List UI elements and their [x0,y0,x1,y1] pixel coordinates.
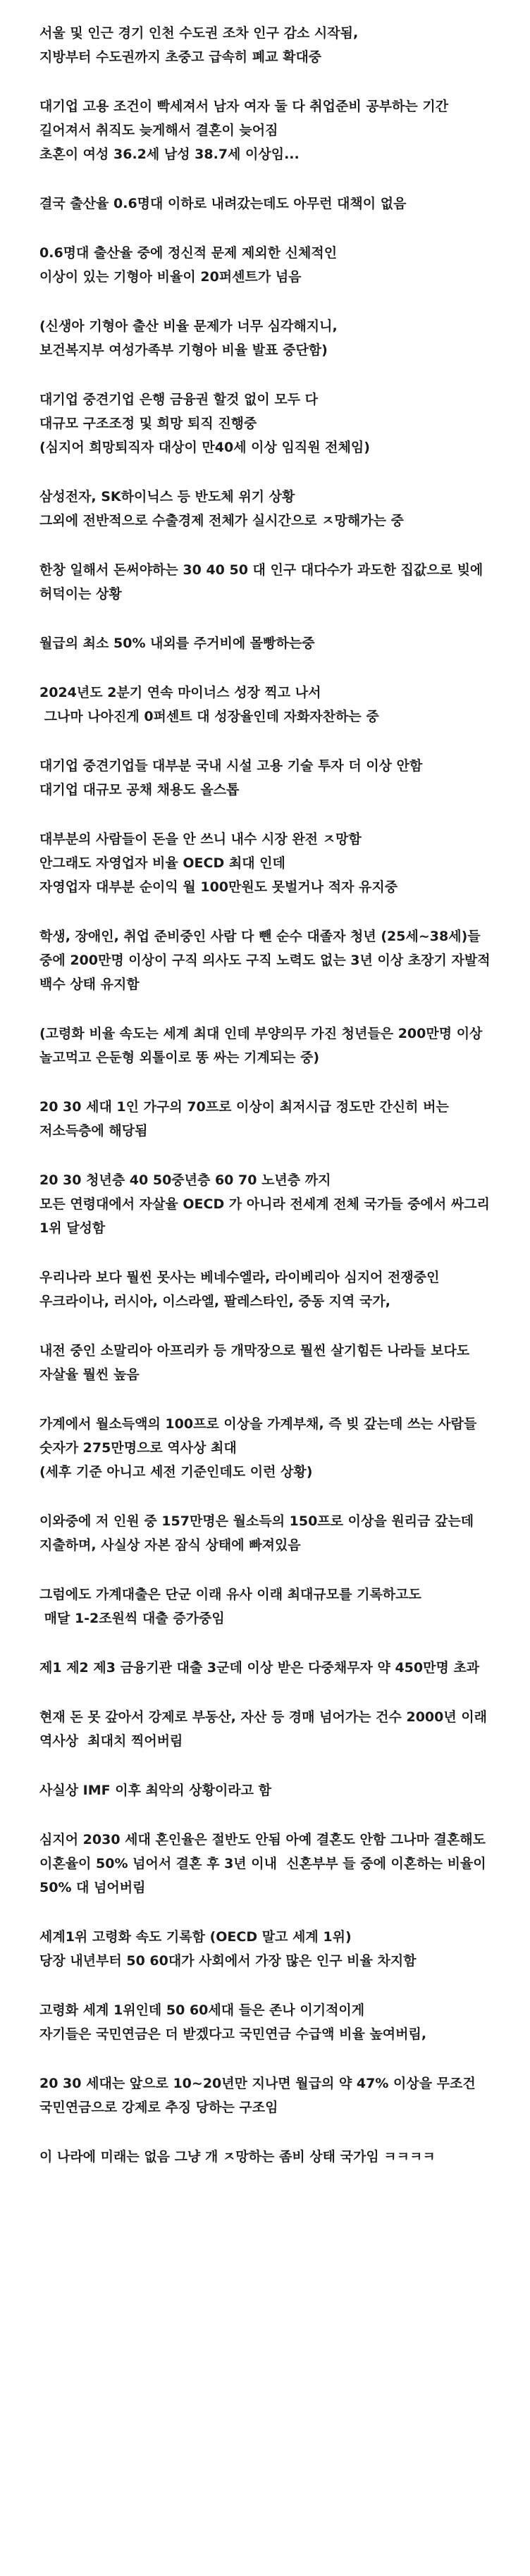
paragraph [39,241,491,289]
text-line: 한창 일해서 돈써야하는 30 40 50 대 인구 대다수가 과도한 집값으로 빚에 허덕이는 상황 [39,562,488,602]
text-line: 대규모 구조조정 및 희망 퇴직 진행중 [39,416,257,431]
text-line: 대기업 고용 조건이 빡세져서 남자 여자 둘 다 취업준비 공부하는 기간 길어져서 취직도 늦게해서 결혼이 늦어짐 [39,99,453,138]
text-line: 학생, 장애인, 취업 준비중인 사람 다 뺀 순수 대졸자 청년 (25세~38세)들 중에 200만명 이상이 구직 의사도 구직 노력도 없는 3년 이상 초장기 자발적 백수 상태 유지함 [39,929,495,992]
text-line: (신생아 기형아 출산 비율 문제가 너무 심각해지니, [39,318,338,334]
text-line: 세계1위 고령화 속도 기록함 (OECD 말고 세계 1위) [39,1929,352,1945]
text-line: 심지어 2030 세대 혼인율은 절반도 안됨 아예 결혼도 안함 그나마 결혼해도 이혼율이 50% 넘어서 결혼 후 3년 이내 신혼부부 들 중에 이혼하는 비율이 50% 대 넘어버림 [39,1832,491,1895]
text-line: 이상이 있는 기형아 비율이 20퍼센트가 넘음 [39,269,302,285]
text-line: 우리나라 보다 뭘씬 못사는 베네수엘라, 라이베리아 심지어 전쟁중인 우크라이나, 러시아, 이스라엘, 팔레스타인, 중동 지역 국가, [39,1270,445,1309]
paragraph [39,631,491,655]
text-line: 월급의 최소 50% 내외를 주거비에 몰빵하는중 [39,636,315,651]
paragraph [39,1705,491,1753]
text-line: (심지어 희망퇴직자 대상이 만40세 이상 임직원 전체임) [39,440,370,455]
text-line: 매달 1-2조원씩 대출 증가중임 [39,1611,225,1626]
text-line: (세후 기준 아니고 세전 기준인데도 이런 상황) [39,1464,313,1480]
paragraph [39,1656,491,1680]
text-line: 자영업자 대부분 순이익 월 100만원도 못벌거나 적자 유지중 [39,879,398,895]
text-line: 보건복지부 여성가족부 기형아 비율 발표 중단함) [39,342,328,358]
text-line: 고령화 세계 1위인데 50 60세대 들은 존나 이기적이게 [39,2002,365,2018]
text-line: 대기업 중견기업들 대부분 국내 시설 고용 기술 투자 더 이상 안함 [39,758,423,774]
paragraph [39,314,491,362]
text-line: 가계에서 월소득액의 100프로 이상을 가계부채, 즉 빚 갚는데 쓰는 사람들 숫자가 275만명으로 역사상 최대 [39,1416,481,1456]
paragraph [39,754,491,802]
paragraph [39,21,491,69]
paragraph [39,558,491,606]
text-line: 20 30 청년층 40 50중년층 60 70 노년층 까지 [39,1172,331,1188]
paragraph [39,485,491,533]
paragraph [39,1778,491,1802]
paragraph [39,827,491,899]
text-line: 20 30 세대 1인 가구의 70프로 이상이 최저시급 정도만 간신히 버는 저소득층에 해당됨 [39,1099,454,1139]
text-line: 이 나라에 미래는 없음 그냥 개 ㅈ망하는 좀비 상태 국가임 ㅋㅋㅋㅋ [39,2149,436,2165]
text-line: 제1 제2 제3 금융기관 대출 3군데 이상 받은 다중채무자 약 450만명 초과 [39,1660,480,1676]
text-line: 삼성전자, SK하이닉스 등 반도체 위기 상황 [39,489,295,504]
paragraph [39,1583,491,1630]
text-line: 20 30 세대는 앞으로 10~20년만 지나면 월급의 약 47% 이상을 무조건 국민연금으로 강제로 추징 당하는 구조임 [39,2076,481,2115]
paragraph [39,1022,491,1070]
text-line: 그나마 나아진게 0퍼센트 대 성장율인데 자화자찬하는 중 [39,709,379,724]
text-line: 지방부터 수도권까지 초중고 급속히 폐교 확대중 [39,49,322,65]
text-line: 대기업 대규모 공채 채용도 올스톱 [39,782,240,798]
text-line: 결국 출산율 0.6명대 이하로 내려갔는데도 아무런 대책이 없음 [39,196,407,211]
text-line: 사실상 IMF 이후 최악의 상황이라고 함 [39,1783,271,1798]
text-line: 대부분의 사람들이 돈을 안 쓰니 내수 시장 완전 ㅈ망함 [39,831,362,847]
paragraph [39,1095,491,1143]
text-line: 안그래도 자영업자 비율 OECD 최대 인데 [39,855,285,871]
text-line: 자기들은 국민연금은 더 받겠다고 국민연금 수급액 비율 높여버림, [39,2026,427,2042]
paragraph [39,1339,491,1387]
paragraph [39,924,495,996]
paragraph [39,1998,491,2046]
paragraph [39,1265,491,1313]
paragraph [39,1168,495,1240]
text-line: 내전 중인 소말리아 아프리카 등 개막장으로 뭘씬 살기힘든 나라들 보다도 자살율 뭘씬 높음 [39,1343,474,1382]
paragraph [39,192,491,216]
text-line: 2024년도 2분기 연속 마이너스 성장 찍고 나서 [39,685,321,700]
paragraph [39,2145,491,2169]
text-line: 이와중에 저 인원 중 157만명은 월소득의 150프로 이상을 원리금 갚는데 지출하며, 사실상 자본 잠식 상태에 빠져있음 [39,1513,479,1553]
text-line: 대기업 중견기업 은행 금융권 할것 없이 모두 다 [39,392,319,407]
paragraph [39,94,491,166]
paragraph [39,1509,491,1557]
paragraph [39,681,491,729]
text-line: (고령화 비율 속도는 세계 최대 인데 부양의무 가진 청년들은 200만명 이상 놀고먹고 은둔형 외톨이로 똥 싸는 기계되는 중) [39,1026,488,1065]
text-line: 초혼이 여성 36.2세 남성 38.7세 이상임... [39,147,300,162]
text-line: 서울 및 인근 경기 인천 수도권 조차 인구 감소 시작됨, [39,25,359,41]
text-line: 당장 내년부터 50 60대가 사회에서 가장 많은 인구 비율 차지함 [39,1953,417,1969]
text-line: 0.6명대 출산율 중에 정신적 문제 제외한 신체적인 [39,245,338,261]
paragraph [39,2072,491,2119]
text-line: 그외에 전반적으로 수출경제 전체가 실시간으로 ㅈ망해가는 중 [39,513,404,528]
text-line: 모든 연령대에서 자살율 OECD 가 아니라 전세계 전체 국가들 중에서 싸그리 1위 달성함 [39,1196,495,1236]
paragraph [39,1828,491,1900]
paragraph [39,388,491,459]
text-line: 그럼에도 가계대출은 단군 이래 유사 이래 최대규모를 기록하고도 [39,1587,421,1602]
text-line: 현재 돈 못 갚아서 강제로 부동산, 자산 등 경매 넘어가는 건수 2000년 이래 역사상 최대치 찍어버림 [39,1709,492,1749]
paragraph [39,1412,491,1484]
paragraph [39,1925,491,1973]
